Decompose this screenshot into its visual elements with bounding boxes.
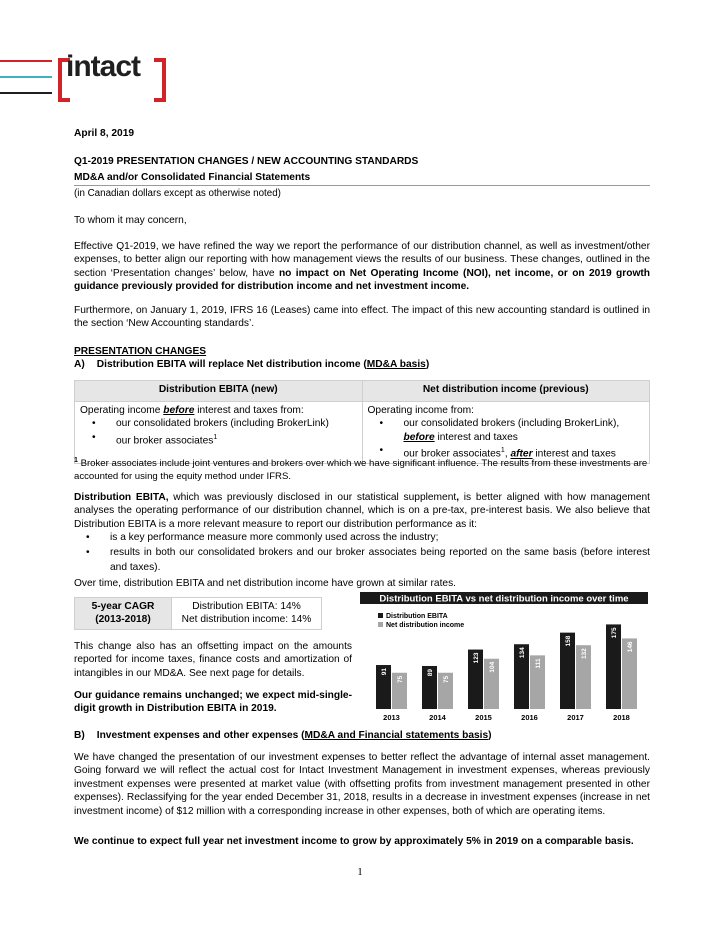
ebita-comma: , (456, 492, 460, 503)
cell-emphasis: before (163, 405, 195, 416)
investment-guidance: We continue to expect full year net investment income to grow by approximately 5% in 2019 on a comparable basis. (74, 836, 634, 847)
subsection-a-heading (74, 358, 650, 371)
subsection-close: ) (425, 359, 430, 370)
greeting: To whom it may concern, (74, 215, 187, 226)
cell-text: Operating income (80, 405, 164, 416)
data-label: 104 (489, 661, 496, 673)
data-label: 134 (519, 647, 526, 659)
subsection-text: Distribution EBITA will replace Net distribution income ( (96, 359, 367, 370)
legend-label-ebita: Distribution EBITA (386, 613, 448, 620)
subsection-b-heading (74, 729, 650, 742)
ebita-text: is better aligned with how management analyses the operating performance of our distribution channel, which is on a pre-tax, pre-interest basis. We also believe that Distribution EBITA is a more relevant measure to report our distribution performance as it: (74, 492, 651, 530)
list-item (80, 431, 357, 448)
x-tick-label: 2018 (613, 713, 630, 722)
document-title: Q1-2019 PRESENTATION CHANGES / NEW ACCOUNTING STANDARDS (74, 156, 419, 167)
cagr-values (172, 598, 322, 630)
x-tick-label: 2017 (567, 713, 584, 722)
cell-text: interest and taxes from: (194, 405, 304, 416)
cell-text: our consolidated brokers (including BrokerLink), (403, 418, 620, 430)
cell-text: our broker associates (116, 435, 214, 447)
data-label: 123 (473, 652, 480, 664)
chart-title: Distribution EBITA vs net distribution income over time (379, 593, 629, 605)
footnote-number: 1 (74, 457, 78, 464)
table-header-previous: Net distribution income (previous) (362, 381, 650, 402)
subsection-label: B) (74, 730, 85, 741)
footnote-ref: 1 (213, 433, 218, 441)
ebita-paragraph (74, 491, 650, 531)
cagr-ebita: Distribution EBITA: 14% (192, 601, 301, 612)
subsection-close: ) (488, 730, 492, 741)
data-label: 89 (427, 668, 434, 677)
list-item: • is a key performance measure more commonly used across the industry; (74, 530, 650, 545)
data-label: 146 (627, 641, 634, 653)
list-item: • our consolidated brokers (including BrokerLink) (80, 417, 357, 430)
divider (74, 185, 650, 186)
data-label: 158 (565, 635, 572, 647)
cell-emphasis: after (510, 448, 533, 460)
footnote-ref: 1 (500, 447, 505, 455)
document-subtitle: MD&A and/or Consolidated Financial Statements (74, 172, 311, 183)
legend-label-net: Net distribution income (386, 622, 465, 629)
logo-line (0, 92, 52, 94)
x-tick-label: 2016 (521, 713, 538, 722)
cell-text: interest and taxes (532, 448, 616, 460)
data-label: 175 (611, 627, 618, 639)
footnote-text: Broker associates include joint ventures and brokers over which we have significant influence. The results from these investments are accounted for using the equity method under IFRS. (74, 458, 648, 482)
data-label: 75 (397, 675, 404, 683)
x-tick-label: 2015 (475, 713, 492, 722)
document-date: April 8, 2019 (74, 128, 135, 139)
logo-bracket-right (154, 58, 166, 102)
page-number: 1 (357, 866, 363, 878)
data-label: 111 (535, 658, 542, 669)
data-label: 91 (381, 668, 388, 676)
x-tick-label: 2014 (429, 713, 446, 722)
cagr-net: Net distribution income: 14% (181, 614, 312, 626)
cell-emphasis: before (403, 431, 435, 443)
subsection-label: A) (74, 359, 85, 370)
logo-line (0, 76, 52, 78)
table-header-new: Distribution EBITA (new) (75, 381, 363, 402)
legend-swatch-net (378, 622, 383, 627)
x-tick-label: 2013 (383, 713, 400, 722)
ebita-text: which was previously disclosed in our statistical supplement (168, 492, 457, 503)
currency-note: (in Canadian dollars except as otherwise noted) (74, 188, 281, 199)
cell-text: , (504, 448, 511, 460)
growth-paragraph: Over time, distribution EBITA and net distribution income have grown at similar rates. (74, 578, 457, 589)
guidance-paragraph: Our guidance remains unchanged; we expect mid-single-digit growth in Distribution EBITA in 2019. (74, 690, 352, 715)
intro-paragraph (74, 240, 650, 294)
legend-swatch-ebita (378, 613, 383, 618)
list-item (368, 417, 645, 444)
subsection-text: Investment expenses and other expenses ( (96, 730, 305, 741)
cell-text: interest and taxes (434, 431, 518, 443)
intro-text: Effective Q1-2019, we have refined the way we report the performance of our distribution channel, as well as investment/other expenses, to better align our reporting with how management views the results of our business. These changes, outlined in the section ‘Presentation changes’ below, have (74, 241, 650, 279)
data-label: 132 (581, 648, 588, 660)
investment-paragraph: We have changed the presentation of our investment expenses to better reflect the advantage of internal asset management. Going forward we will reflect the actual cost for Intact Investment Management in investment expenses, whereas previously investment expenses were presented at market value (with offsetting profits from investment management presented in other expenses). Reclassifying for the year ended December 31, 2018, results in a decrease in investment expenses (increase in net investment income) of $12 million with a corresponding increase in other expenses, both of which are operating items. (74, 752, 650, 817)
ebita-bold: Distribution EBITA, (74, 492, 169, 503)
data-label: 75 (443, 675, 450, 683)
comparison-table (74, 380, 650, 464)
logo-line (0, 60, 52, 62)
ifrs-paragraph: Furthermore, on January 1, 2019, IFRS 16 (Leases) came into effect. The impact of this new accounting standard is outlined in the section ‘New Accounting standards’. (74, 305, 650, 330)
cagr-label: 5-year CAGR (2013-2018) (75, 598, 172, 630)
footnote (74, 455, 650, 483)
offset-paragraph: This change also has an offsetting impact on the amounts reported for income taxes, finance costs and amortization of intangibles in our MD&A. See next page for details. (74, 641, 352, 679)
cell-text: Operating income from: (367, 405, 474, 416)
section-heading: PRESENTATION CHANGES (74, 346, 207, 357)
cagr-table (74, 597, 322, 630)
cell-text: our broker associates (403, 448, 501, 460)
intro-bold-text: no impact on Net Operating Income (NOI), net income, or on 2019 growth guidance previously provided for distribution income and net investment income. (74, 267, 650, 293)
mdna-fs-basis-link[interactable]: MD&A and Financial statements basis (304, 730, 489, 741)
benefits-list (74, 530, 650, 575)
list-item: • results in both our consolidated brokers and our broker associates being reported on the same basis (before interest and taxes). (74, 545, 650, 575)
logo: intact (66, 50, 141, 83)
mdna-basis-link[interactable]: MD&A basis (366, 359, 426, 370)
distribution-chart (360, 592, 648, 726)
